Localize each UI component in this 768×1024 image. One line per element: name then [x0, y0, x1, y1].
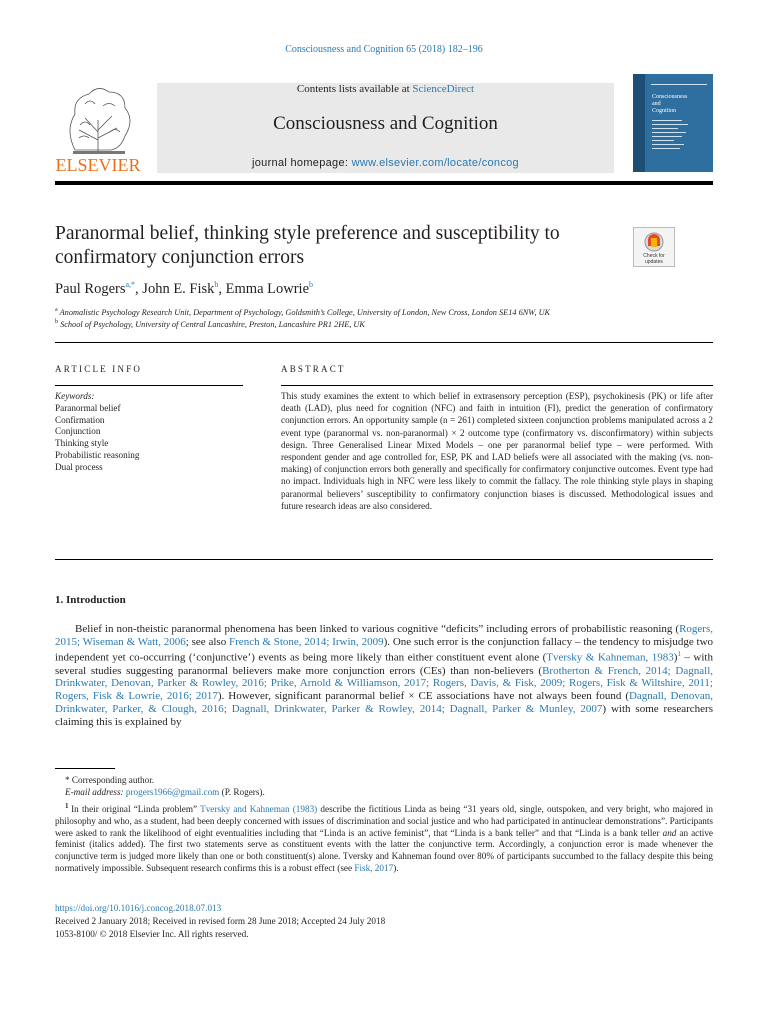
- citation-link[interactable]: Tversky & Kahneman, 1983: [546, 652, 674, 665]
- paragraph-text: and: [662, 827, 677, 838]
- copyright-line: 1053-8100/ © 2018 Elsevier Inc. All rights reserved.: [55, 929, 249, 939]
- svg-text:Cognition: Cognition: [652, 108, 677, 114]
- citation-link[interactable]: French & Stone, 2014; Irwin, 2009: [229, 635, 384, 648]
- footnote-corresponding: * Corresponding author.: [65, 775, 155, 785]
- header-rule: [55, 181, 713, 185]
- author-affil-marker[interactable]: b: [214, 280, 219, 289]
- citation-link[interactable]: Fisk, 2017: [354, 863, 394, 874]
- affiliation-a: [55, 307, 550, 317]
- publisher-wordmark: ELSEVIER: [55, 155, 141, 175]
- received-dates: Received 2 January 2018; Received in revised form 28 June 2018; Accepted 24 July 2018: [55, 916, 386, 926]
- paragraph-text: ) with some researchers claiming this is explained by: [55, 702, 714, 728]
- paragraph-text: describe the fictitious Linda as being “31 years old, single, outspoken, and very bright, who majored in philosophy and who, as a student, had been deeply concerned with issues of discrimination and social justice and who had participated in antinuclear demonstrations”. Participants were asked to rank the likelihood of eight eventualities including that “Linda is an active feminist”, that “Linda is a bank teller” and that “Linda is a bank teller: [55, 804, 714, 838]
- keyword: Paranormal belief: [55, 402, 121, 413]
- elsevier-logo[interactable]: [55, 80, 141, 176]
- paragraph-text: ). However, significant paranormal belief × CE associations have not always been found (: [217, 690, 629, 703]
- paragraph-text: – with several studies suggesting paranormal believers make more conjunction errors (CEs) than non-believers (: [55, 652, 713, 677]
- journal-banner: [157, 83, 614, 173]
- paragraph-text: ): [673, 652, 678, 665]
- author-list: Paul Rogers$^{a,*}$, John E. Fisk$^b$, Emma Lowrie$^b$: [55, 280, 314, 297]
- affiliation-b: [55, 319, 365, 329]
- keyword: Probabilistic reasoning: [55, 449, 140, 460]
- svg-text:updates: updates: [645, 259, 663, 265]
- contents-line: [157, 83, 614, 95]
- keywords-block: [55, 391, 139, 474]
- email-suffix: (P. Rogers).: [221, 787, 265, 797]
- check-for-updates-badge[interactable]: [633, 227, 675, 267]
- abstract-heading: ABSTRACT: [281, 364, 346, 374]
- author-name[interactable]: Paul Rogers: [55, 280, 126, 297]
- homepage-prefix: journal homepage:: [252, 157, 349, 169]
- homepage-line: [157, 157, 614, 169]
- citation-link[interactable]: Dagnall, Denovan, Drinkwater, Parker, & Clough, 2016; Dagnall, Drinkwater, Parker & Rowley, 2014; Dagnall, Parker & Munley, 2007: [55, 690, 713, 715]
- author-affil-marker[interactable]: a,*: [125, 280, 136, 289]
- paragraph-text: ).: [393, 863, 399, 874]
- affiliation-marker: a: [55, 307, 58, 313]
- footnote-marker[interactable]: 1: [677, 650, 681, 659]
- svg-text:Consciousness: Consciousness: [652, 94, 688, 100]
- journal-cover[interactable]: [633, 74, 713, 172]
- affiliation-marker: b: [55, 319, 58, 325]
- sciencedirect-link[interactable]: ScienceDirect: [412, 83, 475, 95]
- footnote-1: [55, 801, 713, 875]
- keyword: Thinking style: [55, 438, 109, 449]
- keyword: Confirmation: [55, 414, 105, 425]
- svg-text:and: and: [652, 101, 661, 107]
- paragraph-text: In their original “Linda problem”: [71, 804, 201, 815]
- paragraph-text: ; see also: [185, 635, 230, 648]
- journal-cover-image: [633, 74, 713, 172]
- citation-link[interactable]: Brotherton & French, 2014; Dagnall, Drinkwater, Denovan, Parker & Rowley, 2016; Prike, Arnold & Williamson, 2017; Rogers, Davis, & Fisk, 2009; Rogers, Fisk & Wiltshire, 2011; Rogers, Fisk & Lowrie, 2016; 2017: [55, 664, 714, 703]
- author-name[interactable]: John E. Fisk: [142, 280, 215, 297]
- journal-title: Consciousness and Cognition: [273, 113, 498, 134]
- corresponding-text: Corresponding author.: [71, 775, 155, 785]
- keyword: Conjunction: [55, 426, 101, 437]
- footnote-rule: [55, 768, 115, 769]
- section-rule-bottom: [55, 559, 713, 560]
- paragraph-text: Belief in non-theistic paranormal phenomena has been linked to various cognitive “deficits” including errors of probabilistic reasoning (: [75, 623, 680, 635]
- article-title: Paranormal belief, thinking style preference and susceptibility to confirmatory conjunction errors: [55, 223, 560, 268]
- introduction-paragraph: [55, 623, 713, 728]
- paragraph-text: ). One such error is the conjunction fallacy – the tendency to misjudge two independent yet co-occurring (‘conjunctive’) events as being more likely than either constituent event alone (: [55, 635, 714, 665]
- email-label: E-mail address:: [65, 787, 124, 797]
- author-name[interactable]: Emma Lowrie: [225, 280, 310, 297]
- paragraph-text: an active feminist (italics added). The first two statements serve as constituent events with the latter the conjunctive term. Accordingly, a conjunction error is made whenever the conjunctive term is judged more likely than one or both constituent(s) alone. Tversky and Kahneman found over 80% of participants succumbed to the fallacy despite this being normatively impossible. Subsequent research confirms this is a robust effect (see: [55, 827, 714, 874]
- author-affil-marker[interactable]: b: [309, 280, 314, 289]
- section-rule-top: [55, 342, 713, 343]
- keyword: Dual process: [55, 461, 103, 472]
- abstract-rule: [281, 385, 713, 386]
- email-link[interactable]: progers1966@gmail.com: [125, 787, 220, 797]
- doi-link[interactable]: https://doi.org/10.1016/j.concog.2018.07.013: [55, 903, 222, 913]
- introduction-heading: 1. Introduction: [55, 594, 126, 606]
- svg-text:Check for: Check for: [643, 253, 665, 259]
- keywords-label: Keywords:: [55, 391, 95, 401]
- contents-prefix: Contents lists available at: [296, 83, 410, 95]
- footnote-number: 1: [65, 802, 72, 810]
- affiliation-text: Anomalistic Psychology Research Unit, Department of Psychology, Goldsmith’s College, University of London, New Cross, London SE14 6NW, UK: [59, 307, 551, 317]
- article-info-rule: [55, 385, 243, 386]
- affiliation-text: School of Psychology, University of Central Lancashire, Preston, Lancashire PR1 2HE, UK: [60, 319, 365, 329]
- article-info-heading: ARTICLE INFO: [55, 364, 143, 374]
- abstract-text: This study examines the extent to which belief in extrasensory perception (ESP), psychokinesis (PK) or life after death (LAD), plus need for cognition (NFC) and faith in intuition (FI), predict the generation of confirmatory conjunction errors. An opportunity sample (n = 261) completed sixteen conjunction problems manipulated across a 2 event type (paranormal vs. non-paranormal) × 2 outcome type (confirmatory vs. disconfirmatory) within subjects design. Three Generalised Linear Mixed Models – one per paranormal belief type – were performed. With respondent gender and age controlled for, ESP, PK and LAD beliefs were all associated with the making (vs. non-making) of conjunction errors both generally and specifically for confirmatory conjunctive outcomes. Event type had no impact. Individuals high in NFC were less likely to commit the fallacy. The role thinking style plays in shaping paranormal believers’ susceptibility to confirmatory conjunction biases is discussed. Methodological issues and future research ideas are also considered.: [281, 391, 713, 511]
- journal-citation[interactable]: Consciousness and Cognition 65 (2018) 182–196: [285, 44, 483, 55]
- homepage-link[interactable]: www.elsevier.com/locate/concog: [351, 157, 519, 169]
- citation-link[interactable]: Rogers, 2015; Wiseman & Watt, 2006: [55, 623, 713, 648]
- elsevier-tree-icon: [55, 80, 141, 176]
- footnote-email: [55, 787, 713, 799]
- check-updates-icon: [634, 228, 674, 266]
- citation-link[interactable]: Tversky and Kahneman (1983): [200, 804, 318, 815]
